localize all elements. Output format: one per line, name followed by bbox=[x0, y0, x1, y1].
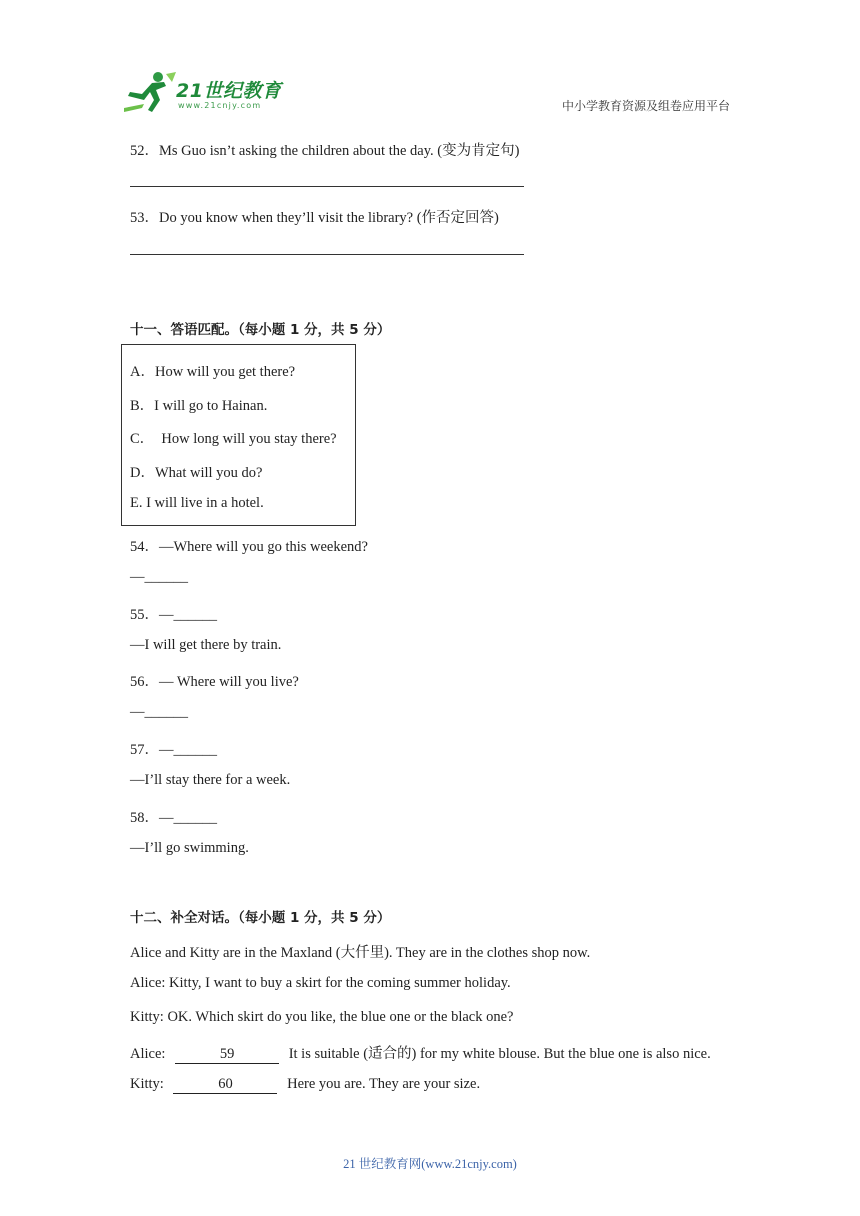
question-53: 53．Do you know when they’ll visit the library? (作否定回答) bbox=[130, 210, 499, 226]
option-b: B．I will go to Hainan. bbox=[130, 398, 268, 414]
dialogue-intro: Alice and Kitty are in the Maxland (大仟里). They are in the clothes shop now. bbox=[130, 945, 591, 961]
header-platform-text: 中小学教育资源及组卷应用平台 bbox=[561, 99, 730, 113]
question-57[interactable]: 57．—______ bbox=[130, 742, 217, 758]
question-58[interactable]: 58．—______ bbox=[130, 810, 217, 826]
question-56: 56．— Where will you live? bbox=[130, 674, 299, 690]
logo-wordmark: 21世纪教育 bbox=[176, 80, 282, 102]
option-d: D．What will you do? bbox=[130, 465, 263, 481]
section-11-title: 十一、答语匹配。（每小题 1 分，共 5 分） bbox=[130, 322, 391, 338]
option-c: C． How long will you stay there? bbox=[130, 431, 337, 447]
speaker-kitty: Kitty: bbox=[130, 1076, 164, 1092]
footer-link[interactable]: 21 世纪教育网(www.21cnjy.com) bbox=[343, 1157, 517, 1171]
answer-line-52[interactable] bbox=[130, 186, 524, 187]
dialogue-line-60 bbox=[130, 1076, 480, 1094]
option-e: E. I will live in a hotel. bbox=[130, 495, 264, 511]
answer-56[interactable]: —______ bbox=[130, 704, 188, 720]
blank-60[interactable]: 60 bbox=[173, 1076, 277, 1094]
question-54: 54．—Where will you go this weekend? bbox=[130, 539, 368, 555]
line-60-text: Here you are. They are your size. bbox=[287, 1076, 481, 1092]
response-55: —I will get there by train. bbox=[130, 637, 282, 653]
dialogue-line-kitty-1: Kitty: OK. Which skirt do you like, the blue one or the black one? bbox=[130, 1009, 514, 1025]
question-52: 52．Ms Guo isn’t asking the children about the day. (变为肯定句) bbox=[130, 143, 520, 159]
line-59-text: It is suitable (适合的) for my white blouse. But the blue one is also nice. bbox=[288, 1046, 711, 1062]
site-logo bbox=[122, 70, 292, 116]
blank-59[interactable]: 59 bbox=[175, 1046, 279, 1064]
response-57: —I’ll stay there for a week. bbox=[130, 772, 291, 788]
question-55[interactable]: 55．—______ bbox=[130, 607, 217, 623]
option-a: A．How will you get there? bbox=[130, 364, 296, 380]
response-58: —I’ll go swimming. bbox=[130, 840, 249, 856]
runner-logo-icon bbox=[122, 70, 178, 116]
speaker-alice: Alice: bbox=[130, 1046, 166, 1062]
dialogue-line-alice-1: Alice: Kitty, I want to buy a skirt for the coming summer holiday. bbox=[130, 975, 511, 991]
logo-url: www.21cnjy.com bbox=[178, 101, 262, 110]
answer-line-53[interactable] bbox=[130, 254, 524, 255]
answer-54[interactable]: —______ bbox=[130, 569, 188, 585]
dialogue-line-59 bbox=[130, 1042, 711, 1064]
section-12-title: 十二、补全对话。（每小题 1 分，共 5 分） bbox=[130, 910, 391, 926]
